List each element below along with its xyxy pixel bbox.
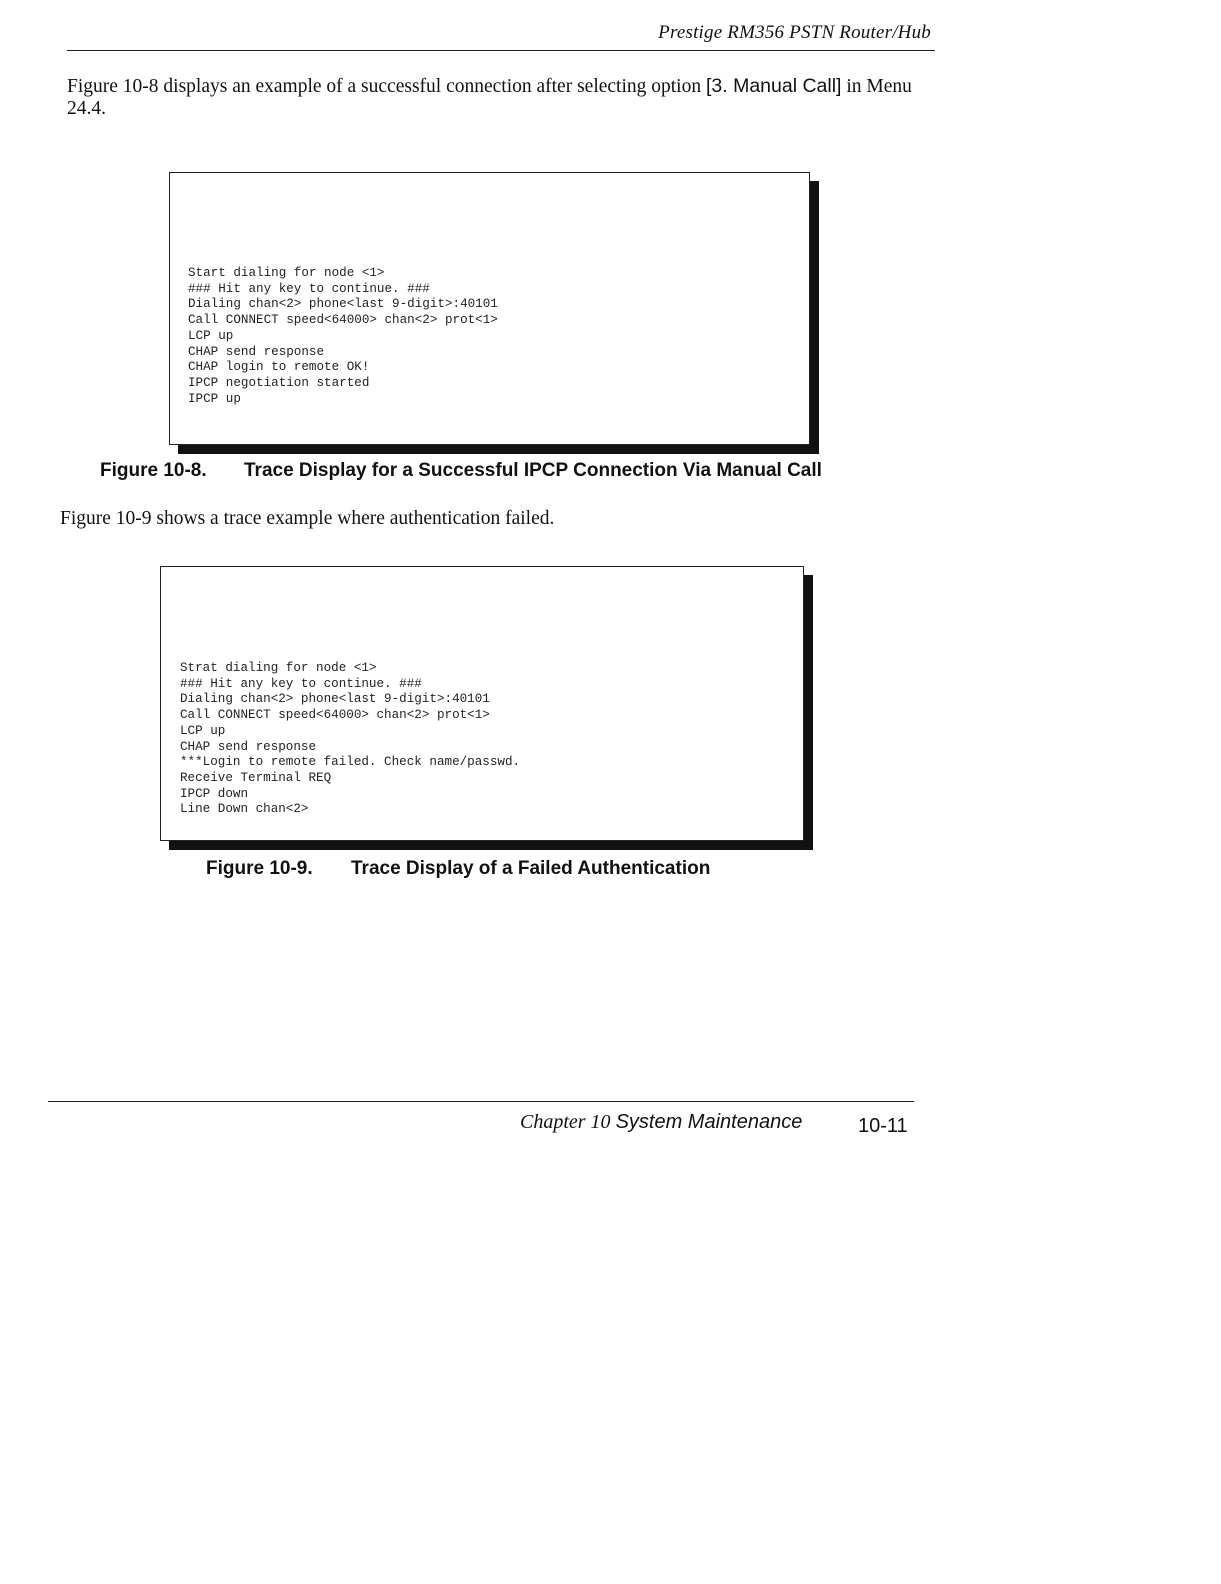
footer-rule [48, 1101, 914, 1102]
trace-line: CHAP send response [180, 739, 317, 754]
caption-title: Trace Display of a Failed Authentication [351, 858, 711, 879]
trace-output-failed [180, 661, 520, 818]
trace-line: Call CONNECT speed<64000> chan<2> prot<1> [180, 708, 490, 723]
trace-line: CHAP login to remote OK! [188, 360, 370, 375]
trace-line: CHAP send response [188, 344, 325, 359]
footer-page-number: 10-11 [858, 1115, 908, 1137]
trace-output-success [188, 266, 498, 407]
trace-line: LCP up [180, 723, 226, 738]
intro-text-after: in Menu 24.4. [67, 76, 912, 119]
trace-line: ### Hit any key to continue. ### [180, 676, 422, 691]
trace-line: LCP up [188, 328, 234, 343]
trace-screen-success [169, 172, 810, 445]
caption-number: Figure 10-9. [206, 858, 313, 879]
footer-chapter [520, 1111, 802, 1134]
figure-caption-10-9 [206, 858, 710, 880]
trace-line: IPCP down [180, 786, 249, 801]
footer-chapter-title: System Maintenance [615, 1111, 803, 1133]
intro-paragraph [67, 75, 917, 120]
header-title: Prestige RM356 PSTN Router/Hub [658, 22, 931, 43]
intro-option-label: [3. Manual Call] [705, 75, 842, 97]
intro-text-before: Figure 10-8 displays an example of a successful connection after selecting option [67, 76, 706, 97]
trace-line: Dialing chan<2> phone<last 9-digit>:40101 [180, 692, 490, 707]
footer-chapter-prefix: Chapter 10 [520, 1111, 611, 1133]
paragraph-authentication: Figure 10-9 shows a trace example where authentication failed. [60, 508, 555, 529]
trace-line: Receive Terminal REQ [180, 770, 332, 785]
trace-screen-failed [160, 566, 804, 841]
header-rule [67, 50, 935, 51]
trace-line: IPCP negotiation started [188, 375, 370, 390]
figure-caption-10-8 [100, 460, 822, 482]
trace-line: Start dialing for node <1> [188, 266, 385, 280]
caption-number: Figure 10-8. [100, 460, 207, 481]
caption-title: Trace Display for a Successful IPCP Connection Via Manual Call [244, 460, 822, 481]
trace-line: Line Down chan<2> [180, 802, 309, 817]
trace-line: IPCP up [188, 391, 241, 406]
trace-line: ***Login to remote failed. Check name/passwd. [180, 755, 521, 770]
trace-line: ### Hit any key to continue. ### [188, 281, 430, 296]
trace-line: Dialing chan<2> phone<last 9-digit>:40101 [188, 297, 498, 312]
trace-line: Call CONNECT speed<64000> chan<2> prot<1> [188, 313, 498, 328]
trace-line: Strat dialing for node <1> [180, 661, 377, 675]
